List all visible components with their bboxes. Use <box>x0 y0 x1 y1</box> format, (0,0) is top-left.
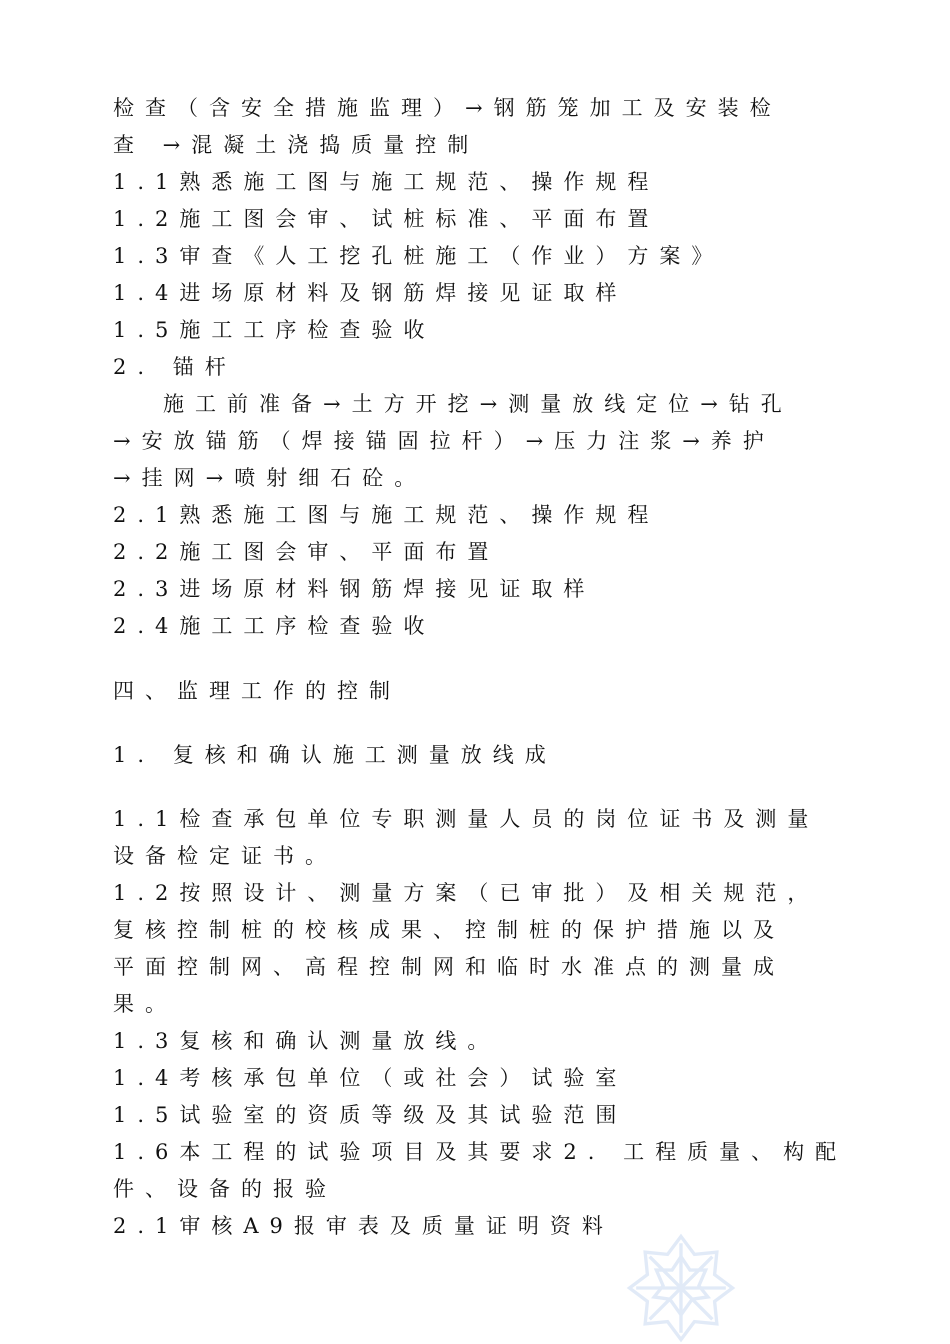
list-item-1-2: 1.2按照设计、测量方案（已审批）及相关规范， <box>113 881 820 905</box>
list-item-2-2: 2.2施工图会审、平面布置 <box>113 540 500 564</box>
list-item-1-2: 1.2施工图会审、试桩标准、平面布置 <box>113 207 660 231</box>
document-body <box>113 90 848 1245</box>
text-line: 件、设备的报验 <box>113 1177 337 1201</box>
text-line: 施工前准备→土方开挖→测量放线定位→钻孔 <box>163 392 793 416</box>
list-item-1-1: 1.1检查承包单位专职测量人员的岗位证书及测量 <box>113 807 820 831</box>
list-item-1-4: 1.4进场原材料及钢筋焊接见证取样 <box>113 281 628 305</box>
list-item-2-3: 2.3进场原材料钢筋焊接见证取样 <box>113 577 596 601</box>
text-line: 平面控制网、高程控制网和临时水准点的测量成 <box>113 955 785 979</box>
list-item-1-1: 1.1熟悉施工图与施工规范、操作规程 <box>113 170 660 194</box>
subsection-heading-survey: 1. 复核和确认施工测量放线成 <box>113 743 557 767</box>
watermark-logo-icon <box>625 1232 737 1344</box>
text-line: 检查（含安全措施监理）→钢筋笼加工及安装检 <box>113 96 782 120</box>
list-item-2-1: 2.1审核A9报审表及质量证明资料 <box>113 1214 614 1238</box>
list-item-1-6: 1.6本工程的试验项目及其要求2. 工程质量、构配 <box>113 1140 848 1164</box>
list-item-1-5: 1.5试验室的资质等级及其试验范围 <box>113 1103 628 1127</box>
section-heading-anchor: 2. 锚杆 <box>113 355 237 379</box>
text-line: 设备检定证书。 <box>113 844 337 868</box>
list-item-2-4: 2.4施工工序检查验收 <box>113 614 436 638</box>
text-line: 果。 <box>113 992 177 1016</box>
text-line: →安放锚筋（焊接锚固拉杆）→压力注浆→养护 <box>113 429 775 453</box>
text-line: 查 →混凝土浇捣质量控制 <box>113 133 480 157</box>
list-item-2-1: 2.1熟悉施工图与施工规范、操作规程 <box>113 503 660 527</box>
list-item-1-5: 1.5施工工序检查验收 <box>113 318 436 342</box>
list-item-1-3: 1.3复核和确认测量放线。 <box>113 1029 500 1053</box>
list-item-1-4: 1.4考核承包单位（或社会）试验室 <box>113 1066 628 1090</box>
section-heading-control: 四、监理工作的控制 <box>113 679 401 703</box>
text-line: →挂网→喷射细石砼。 <box>113 466 427 490</box>
text-line: 复核控制桩的校核成果、控制桩的保护措施以及 <box>113 918 785 942</box>
list-item-1-3: 1.3审查《人工挖孔桩施工（作业）方案》 <box>113 244 724 268</box>
